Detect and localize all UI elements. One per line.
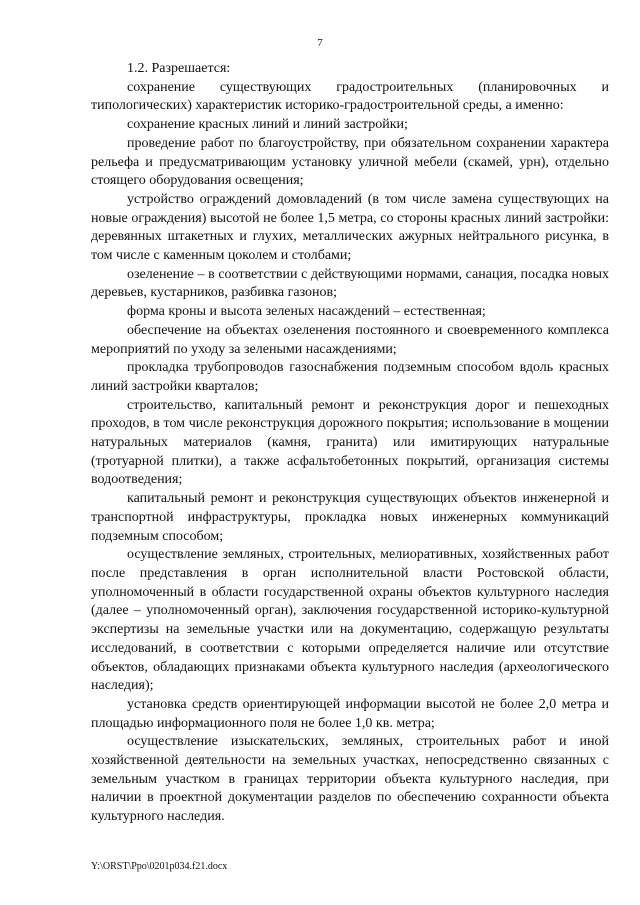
document-body — [91, 60, 609, 827]
paragraph: озеленение – в соответствии с действующими нормами, санация, посадка новых деревьев, кустарников, разбивка газонов; — [91, 266, 609, 301]
paragraph: обеспечение на объектах озеленения постоянного и своевременного комплекса мероприятий по уходу за зелеными насаждениями; — [91, 322, 609, 357]
paragraph: строительство, капитальный ремонт и реконструкция дорог и пешеходных проходов, в том числе реконструкция дорожного покрытия; использование в мощении натуральных материалов (камня, гранита) или имитирующих натуральные (тротуарной плитки), а также асфальтобетонных покрытий, организация системы водоотведения; — [91, 397, 609, 488]
section-heading: 1.2. Разрешается: — [127, 61, 231, 76]
paragraph: сохранение существующих градостроительных (планировочных и типологических) характеристик историко-градостроительной среды, а именно: — [91, 79, 609, 114]
page-number: 7 — [317, 37, 323, 49]
footer-file-path: Y:\ORST\Ppo\0201p034.f21.docx — [91, 861, 228, 872]
paragraph: проведение работ по благоустройству, при обязательном сохранении характера рельефа и предусматривающим установку уличной мебели (скамей, урн), отдельно стоящего оборудования освещения; — [91, 135, 609, 189]
paragraph: установка средств ориентирующей информации высотой не более 2,0 метра и площадью информационного поля не более 1,0 кв. метра; — [91, 696, 609, 731]
paragraph: осуществление изыскательских, земляных, строительных работ и иной хозяйственной деятельности на земельных участках, непосредственно связанных с земельным участком в границах территории объекта культурного наследия, при наличии в проектной документации разделов по обеспечению сохранности объекта культурного наследия. — [91, 734, 609, 825]
paragraph: прокладка трубопроводов газоснабжения подземным способом вдоль красных линий застройки кварталов; — [91, 360, 609, 394]
paragraph: устройство ограждений домовладений (в том числе замена существующих на новые ограждения) высотой не более 1,5 метра, со стороны красных линий застройки: деревянных штакетных и глухих, металлических ажурных нейтрального рисунка, в том числе с каменным цоколем и столбами; — [91, 191, 609, 264]
paragraph: осуществление земляных, строительных, мелиоративных, хозяйственных работ после представления в орган исполнительной власти Ростовской области, уполномоченный в области государственной охраны объектов культурного наследия (далее – уполномоченный орган), заключения государственной историко-культурной экспертизы на земельные участки или на документацию, содержащую результаты исследований, в соответствии с которыми определяется наличие или отсутствие объектов, обладающих признаками объекта культурного наследия (археологического наследия); — [91, 547, 609, 694]
paragraph: форма кроны и высота зеленых насаждений – естественная; — [127, 304, 486, 320]
paragraph: капитальный ремонт и реконструкция существующих объектов инженерной и транспортной инфраструктуры, прокладка новых инженерных коммуникаций подземным способом; — [91, 491, 609, 544]
paragraph: сохранение красных линий и линий застройки; — [127, 117, 408, 133]
